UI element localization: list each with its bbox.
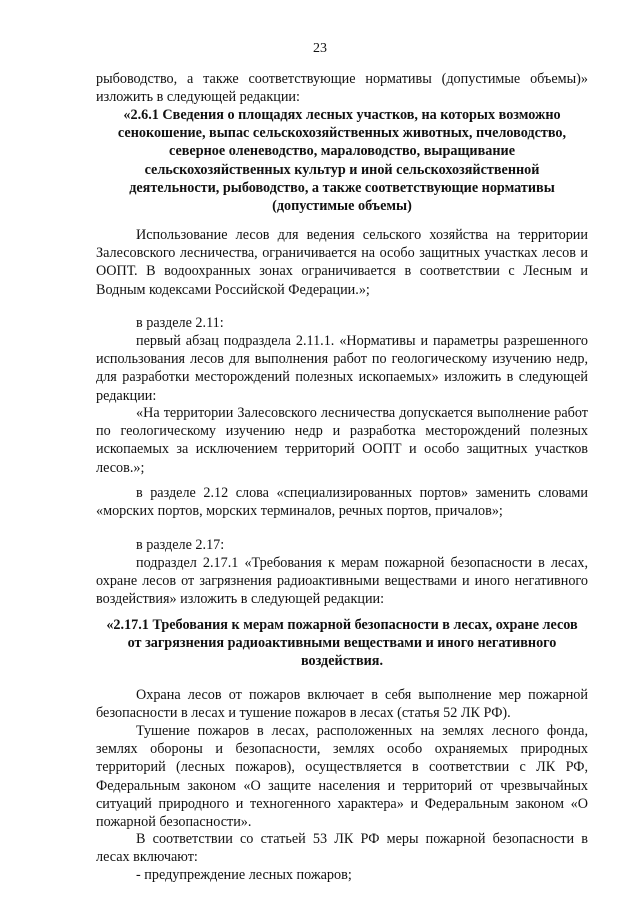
heading-line: сенокошение, выпас сельскохозяйственных животных, пчеловодство, — [117, 125, 567, 142]
paragraph-section-2-12: в разделе 2.12 слова «специализированных портов» заменить словами «морских портов, морских терминалов, речных портов, причалов»; — [96, 485, 588, 520]
paragraph-subsection-2-17-1: подраздел 2.17.1 «Требования к мерам пожарной безопасности в лесах, охране лесов от загрязнения радиоактивными веществами и иного негативного воздействия» изложить в следующей редакции: — [96, 555, 588, 608]
heading-line: «2.6.1 Сведения о площадях лесных участков, на которых возможно — [123, 107, 561, 123]
heading-line: (допустимые объемы) — [272, 198, 412, 215]
heading-line: деятельности, рыбоводство, а также соответствующие нормативы — [129, 179, 555, 196]
paragraph-fire-fighting: Тушение пожаров в лесах, расположенных на землях лесного фонда, землях обороны и безопасности, землях особо охраняемых природных территорий (лесных пожаров), осуществляется в соответствии с ЛК РФ, Федеральным законом «О защите населения и территорий от чрезвычайных ситуаций природного и техногенного характера» и Федеральным законом «О пожарной безопасности». — [96, 723, 588, 831]
heading-line: северное оленеводство, мараловодство, выращивание — [169, 143, 515, 160]
paragraph-fire-protection: Охрана лесов от пожаров включает в себя выполнение мер пожарной безопасности в лесах и тушение пожаров в лесах (статья 52 ЛК РФ). — [96, 687, 588, 722]
paragraph-line: изложить в следующей редакции: — [96, 89, 300, 106]
heading-line: от загрязнения радиоактивными веществами и иного негативного — [127, 635, 557, 652]
heading-line: «2.17.1 Требования к мерам пожарной безопасности в лесах, охране лесов — [106, 617, 578, 633]
heading-line: сельскохозяйственных культур и иной сельскохозяйственной — [144, 161, 540, 178]
paragraph-line: рыбоводство, а также соответствующие нормативы (допустимые объемы)» — [96, 71, 588, 87]
paragraph-intro — [96, 70, 588, 106]
section-heading-2-17-1 — [96, 616, 588, 671]
paragraph-section-2-11: в разделе 2.11: — [136, 315, 224, 331]
list-item: - предупреждение лесных пожаров; — [136, 867, 352, 883]
paragraph-subsection-2-11-1: первый абзац подраздела 2.11.1. «Нормативы и параметры разрешенного использования лесов для выполнения работ по геологическому изучению недр, для разработки месторождений полезных ископаемых» изложить в следующей редакции: — [96, 333, 588, 404]
paragraph-geology-quote: «На территории Залесовского лесничества допускается выполнение работ по геологическому изучению недр и разработка месторождений полезных ископаемых за исключением территорий ООПТ и особо защитных участков лесов.»; — [96, 405, 588, 476]
paragraph-agriculture: Использование лесов для ведения сельского хозяйства на территории Залесовского лесничества, ограничивается на особо защитных участках лесов и ООПТ. В водоохранных зонах ограничивается в соответствии с Лесным и Водным кодексами Российской Федерации.»; — [96, 227, 588, 298]
paragraph-section-2-17: в разделе 2.17: — [136, 537, 225, 553]
section-heading-2-6-1 — [96, 106, 588, 215]
paragraph-article-53: В соответствии со статьей 53 ЛК РФ меры пожарной безопасности в лесах включают: — [96, 831, 588, 866]
heading-line: воздействия. — [300, 653, 384, 670]
page-number: 23 — [313, 41, 327, 56]
